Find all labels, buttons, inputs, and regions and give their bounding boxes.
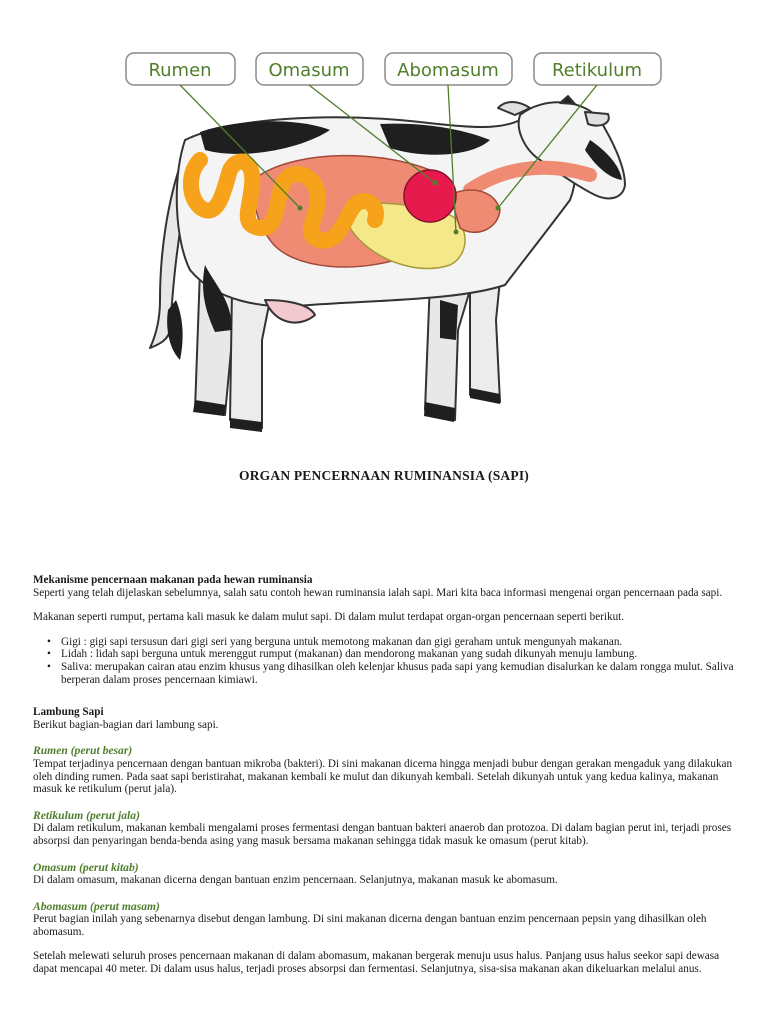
label-retikulum-text: Retikulum <box>551 60 643 81</box>
lambung-heading: Lambung Sapi <box>33 706 104 719</box>
list-item: • Saliva: merupakan cairan atau enzim khusus yang dihasilkan oleh kelenjar khusus pada sapi yang kemudian disalurkan ke dalam rongga mulut. Saliva berperan dalam proses pencernaan kimiawi. <box>53 661 741 686</box>
label-rumen <box>126 53 235 85</box>
label-retikulum <box>534 53 661 85</box>
list-item: • Lidah : lidah sapi berguna untuk merenggut rumput (makanan) dan mendorong makanan yang sudah dikunyah menuju lambung. <box>53 648 741 661</box>
section-title-abomasum: Abomasum (perut masam) <box>33 899 160 913</box>
label-rumen-text: Rumen <box>148 60 212 81</box>
intro-heading: Mekanisme pencernaan makanan pada hewan ruminansia <box>33 574 313 586</box>
section-text-rumen: Tempat terjadinya pencernaan dengan bantuan mikroba (bakteri). Di sini makanan dicerna hingga menjadi bubur dengan gerakan mengaduk yang dilakukan oleh dinding rumen. Pada saat sapi beristirahat, makanan kembali ke mulut dan dikunyah kembali. Setelah dikunyah untuk yang kedua kalinya, makanan masuk ke retikulum (perut jala). <box>33 757 733 796</box>
section-text-retikulum: Di dalam retikulum, makanan kembali mengalami proses fermentasi dengan bantuan bakteri anaerob dan protozoa. Di dalam bagian perut ini, terjadi proses absorpsi dan penyaringan benda-benda asing yang masuk bersama makanan sehingga tidak masuk ke omasum (perut kitab). <box>33 822 732 847</box>
cow-digestive-illustration <box>0 0 768 450</box>
label-abomasum-text: Abomasum <box>397 60 499 81</box>
intro-paragraph-1: Seperti yang telah dijelaskan sebelumnya, salah satu contoh hewan ruminansia ialah sapi. Mari kita baca informasi mengenai organ pencernaan pada sapi. <box>33 586 723 599</box>
lambung-intro: Berikut bagian-bagian dari lambung sapi. <box>33 718 219 731</box>
mouth-organ-list <box>33 636 741 686</box>
section-title-rumen: Rumen (perut besar) <box>33 744 133 758</box>
article-body <box>33 574 741 976</box>
label-omasum-text: Omasum <box>268 60 350 81</box>
section-title-omasum: Omasum (perut kitab) <box>33 860 139 874</box>
figure-caption: ORGAN PENCERNAAN RUMINANSIA (SAPI) <box>239 468 529 483</box>
closing-paragraph: Setelah melewati seluruh proses pencernaan makanan di dalam abomasum, makanan bergerak menuju usus halus. Panjang usus halus seekor sapi dewasa dapat mencapai 40 meter. Di dalam usus halus, terjadi proses absorpsi dan fermentasi. Selanjutnya, sisa-sisa makanan akan dikeluarkan melalui anus. <box>33 950 720 976</box>
intro-paragraph-2: Makanan seperti rumput, pertama kali masuk ke dalam mulut sapi. Di dalam mulut terdapat organ-organ pencernaan seperti berikut. <box>33 611 625 624</box>
section-text-omasum: Di dalam omasum, makanan dicerna dengan bantuan enzim pencernaan. Selanjutnya, makanan masuk ke abomasum. <box>33 874 558 887</box>
label-omasum <box>256 53 363 85</box>
section-text-abomasum: Perut bagian inilah yang sebenarnya disebut dengan lambung. Di sini makanan dicerna dengan bantuan enzim pencernaan pepsin yang dihasilkan oleh abomasum. <box>33 913 707 938</box>
list-item: • Gigi : gigi sapi tersusun dari gigi seri yang berguna untuk memotong makanan dan gigi geraham untuk mengunyah makanan. <box>53 636 741 649</box>
label-abomasum <box>385 53 512 85</box>
abomasum-organ <box>404 170 456 222</box>
section-title-retikulum: Retikulum (perut jala) <box>33 808 140 822</box>
